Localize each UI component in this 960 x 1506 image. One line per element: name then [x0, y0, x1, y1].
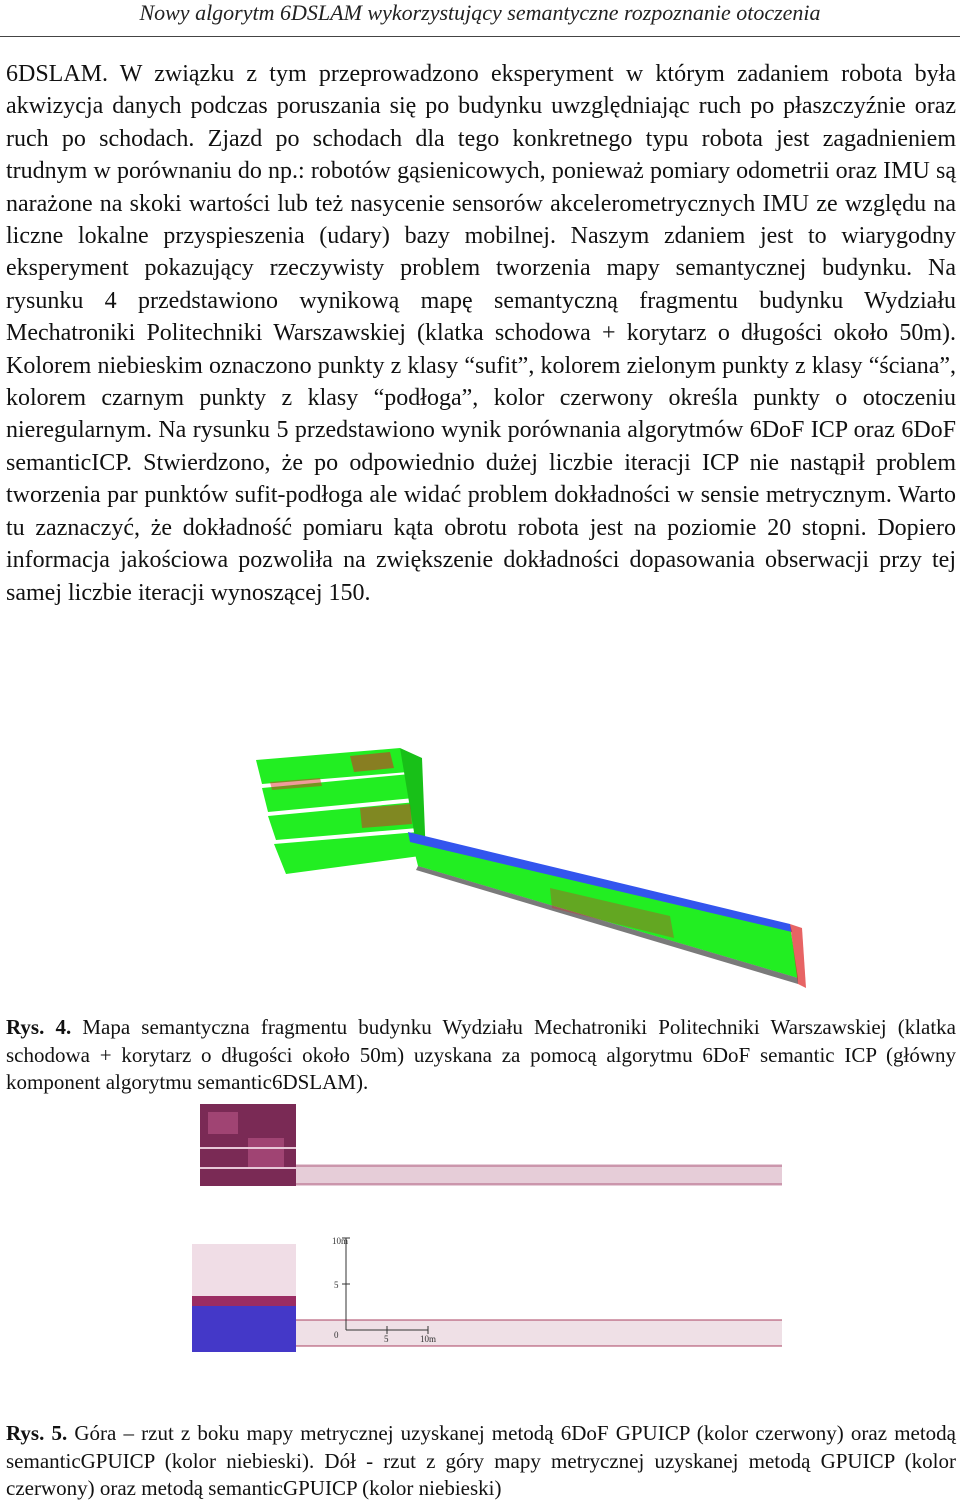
figure-5-caption — [6, 1420, 956, 1503]
figure-4-caption-text: Mapa semantyczna fragmentu budynku Wydziału Mechatroniki Politechniki Warszawskiej (klatka schodowa + korytarz o długości około 50m) uzyskana za pomocą algorytmu 6DoF semantic ICP (główny komponent algorytmu semantic6DSLAM). — [6, 1015, 956, 1095]
running-header — [0, 0, 960, 37]
body-paragraph: 6DSLAM. W związku z tym przeprowadzono eksperyment w którym zadaniem robota była akwizycja danych podczas poruszania się po budynku uwzględniając ruch po płaszczyźnie oraz ruch po schodach. Zjazd po schodach dla tego konkretnego typu robota jest zagadnieniem trudnym w porównaniu do np.: robotów gąsienicowych, ponieważ pomiary odometrii oraz IMU są narażone na skoki wartości lub też nasycenie sensorów akcelerometrycznych IMU ze względu na liczne lokalne przyspieszenia (udary) bazy mobilnej. Naszym zdaniem jest to wiarygodny eksperyment pokazujący rzeczywisty problem tworzenia mapy semantycznej budynku. Na rysunku 4 przedstawiono wynikową mapę semantyczną fragmentu budynku Wydziału Mechatroniki Politechniki Warszawskiej (klatka schodowa + korytarz o długości około 50m). Kolorem niebieskim oznaczono punkty z klasy “sufit”, kolorem zielonym punkty z klasy “ściana”, kolorem czarnym punkty z klasy “podłoga”, kolor czerwony określa punkty o otoczeniu nieregularnym. Na rysunku 5 przedstawiono wynik porównania algorytmów 6DoF ICP oraz 6DoF semanticICP. Stwierdzono, że po odpowiednio dużej liczbie iteracji ICP nie nastąpił problem tworzenia par punktów sufit-podłoga ale widać problem dokładności w sensie metrycznym. Warto tu zaznaczyć, że dokładność pomiaru kąta obrotu robota jest na poziomie 20 stopni. Dopiero informacja jakościowa pozwoliła na zwiększenie dokładności dopasowania obserwacji przy tej samej liczbie iteracji wynoszącej 150. — [6, 61, 956, 606]
figure-5-number: 5. — [51, 1421, 68, 1445]
figure-4-label: Rys. — [6, 1015, 45, 1039]
top-view-corridor — [296, 1320, 782, 1346]
running-title: Nowy algorytm 6DSLAM wykorzystujący semantyczne rozpoznanie otoczenia — [139, 0, 821, 25]
figure-5-maps — [168, 1098, 788, 1410]
scale-origin: 0 — [334, 1330, 339, 1340]
scale-x-end: 10m — [420, 1334, 437, 1344]
figure-4-caption — [6, 1014, 956, 1097]
side-view-corridor — [296, 1164, 782, 1186]
scale-y-mid: 5 — [334, 1280, 339, 1290]
scale-y-top: 10m — [332, 1236, 349, 1246]
figure-5-caption-text: Góra – rzut z boku mapy metrycznej uzyskanej metodą 6DoF GPUICP (kolor czerwony) oraz metodą semanticGPUICP (kolor niebieski). Dół - rzut z góry mapy metrycznej uzyskanej metodą GPUICP (kolor czerwony) oraz metodą semanticGPUICP (kolor niebieski) — [6, 1421, 957, 1501]
top-view-upper — [192, 1244, 296, 1296]
figure-4-semantic-map — [250, 738, 810, 1000]
scale-x-mid: 5 — [384, 1334, 389, 1344]
irregular-patch-2 — [360, 804, 412, 828]
figure-4-number: 4. — [55, 1015, 72, 1039]
figure-5-label: Rys. — [6, 1421, 45, 1445]
